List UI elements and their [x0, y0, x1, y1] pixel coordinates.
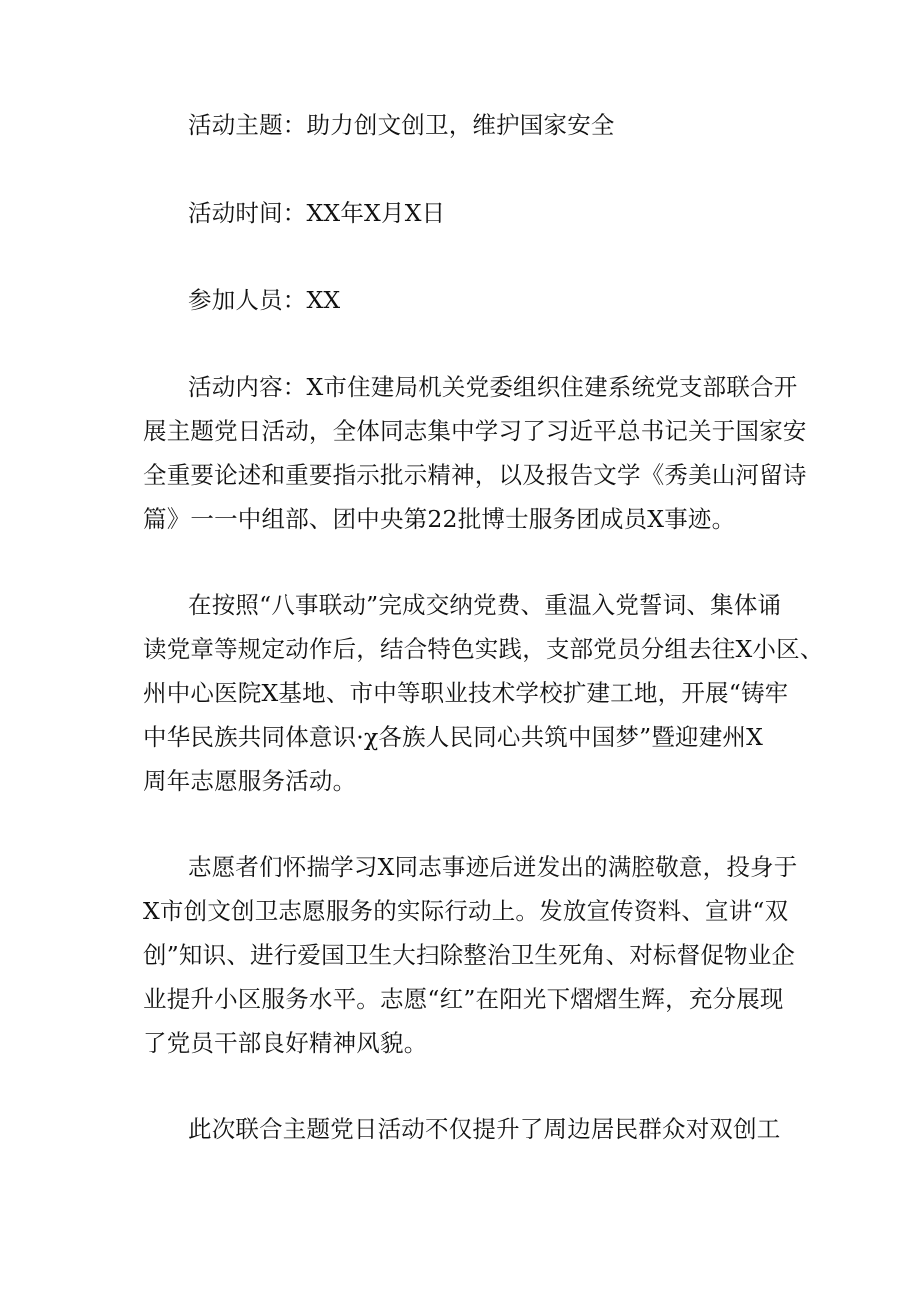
paragraph-line: 展主题党日活动，全体同志集中学习了习近平总书记关于国家安 — [143, 417, 807, 445]
paragraph-line: 全重要论述和重要指示批示精神，以及报告文学《秀美山河留诗 — [143, 461, 807, 489]
participants: 参加人员：XX — [188, 286, 341, 314]
paragraph-line: 活动内容：X市住建局机关党委组织住建系统党支部联合开 — [188, 373, 798, 401]
paragraph-line: 中华民族共同体意识·χ各族人民同心共筑中国梦”暨迎建州X — [143, 723, 764, 751]
paragraph-line: 周年志愿服务活动。 — [143, 767, 357, 795]
paragraph-line: 在按照“八事联动”完成交纳党费、重温入党誓词、集体诵 — [188, 591, 782, 619]
paragraph-line: 业提升小区服务水平。志愿“红”在阳光下熠熠生辉，充分展现 — [143, 985, 784, 1013]
paragraph-line: 此次联合主题党日活动不仅提升了周边居民群众对双创工 — [188, 1115, 781, 1143]
paragraph-line: X市创文创卫志愿服务的实际行动上。发放宣传资料、宣讲“双 — [143, 897, 789, 925]
paragraph-line: 志愿者们怀揣学习X同志事迹后迸发出的满腔敬意，投身于 — [188, 853, 798, 881]
paragraph-line: 创”知识、进行爱国卫生大扫除整治卫生死角、对标督促物业企 — [143, 941, 796, 969]
activity-time: 活动时间：XX年X月X日 — [188, 199, 446, 227]
paragraph-line: 读党章等规定动作后，结合特色实践，支部党员分组去往X小区、 — [143, 635, 824, 663]
activity-theme: 活动主题：助力创文创卫，维护国家安全 — [188, 111, 615, 139]
paragraph-line: 了党员干部良好精神风貌。 — [143, 1029, 428, 1057]
paragraph-line: 州中心医院X基地、市中等职业技术学校扩建工地，开展“铸牢 — [143, 679, 789, 707]
paragraph-line: 篇》一一中组部、团中央第22批博士服务团成员X事迹。 — [143, 505, 736, 533]
